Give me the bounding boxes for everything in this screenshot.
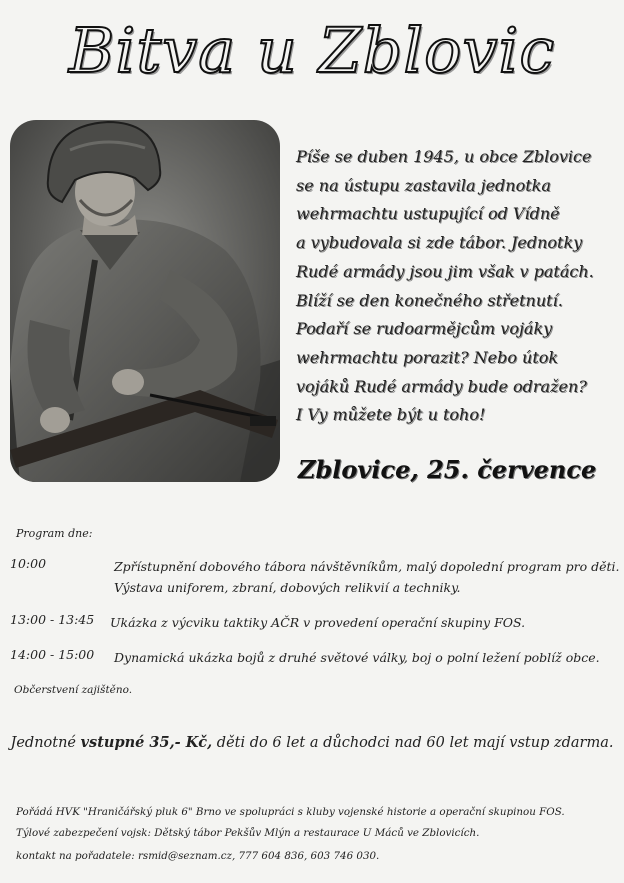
contact-info: kontakt na pořadatele: rsmid@seznam.cz, 777 604 836, 603 746 030. [16,850,380,862]
refreshments-note: Občerstvení zajištěno. [14,684,133,696]
program-time: 10:00 [10,556,47,571]
admission-suffix: děti do 6 let a důchodci nad 60 let mají vstup zdarma. [216,735,614,751]
program-description: Dynamická ukázka bojů z druhé světové války, boj o polní ležení poblíž obce. [114,650,600,665]
program-time: 13:00 - 13:45 [10,612,95,627]
intro-text: Píše se duben 1945, u obce Zblovice se na ústupu zastavila jednotka wehrmachtu ustupující od Vídně a vybudovala si zde tábor. Jednotky Rudé armády jsou jim však v patách. Blíží se den konečného střetnutí. Podaří se rudoarmějcům vojáky wehrmachtu porazit? Nebo útok vojáků Rudé armády bude odražen? I Vy můžete být u toho! [296,147,594,425]
program-description: Zpřístupnění dobového tábora návštěvníkům, malý dopolední program pro děti. Výstava uniforem, zbraní, dobových relikvií a techniky. [114,559,620,595]
event-date: Zblovice, 25. července [298,455,597,484]
organizer-info [16,802,622,844]
organizer-line: Pořádá HVK "Hraničářský pluk 6" Brno ve spolupráci s kluby vojenské historie a operační skupinou FOS. [16,806,565,818]
poster-title: Bitva u Zblovic [68,14,556,87]
logistics-line: Týlové zabezpečení vojsk: Dětský tábor Pekšův Mlýn a restaurace U Máců ve Zblovicích. [16,827,480,839]
admission-prefix: Jednotné [10,735,77,751]
program-heading: Program dne: [16,527,93,540]
program-time: 14:00 - 15:00 [10,647,95,662]
program-description: Ukázka z výcviku taktiky AČR v provedení operační skupiny FOS. [110,615,526,630]
admission-price: vstupné 35,- Kč, [80,734,213,751]
soldier-illustration [10,120,280,482]
admission-info [0,734,624,751]
